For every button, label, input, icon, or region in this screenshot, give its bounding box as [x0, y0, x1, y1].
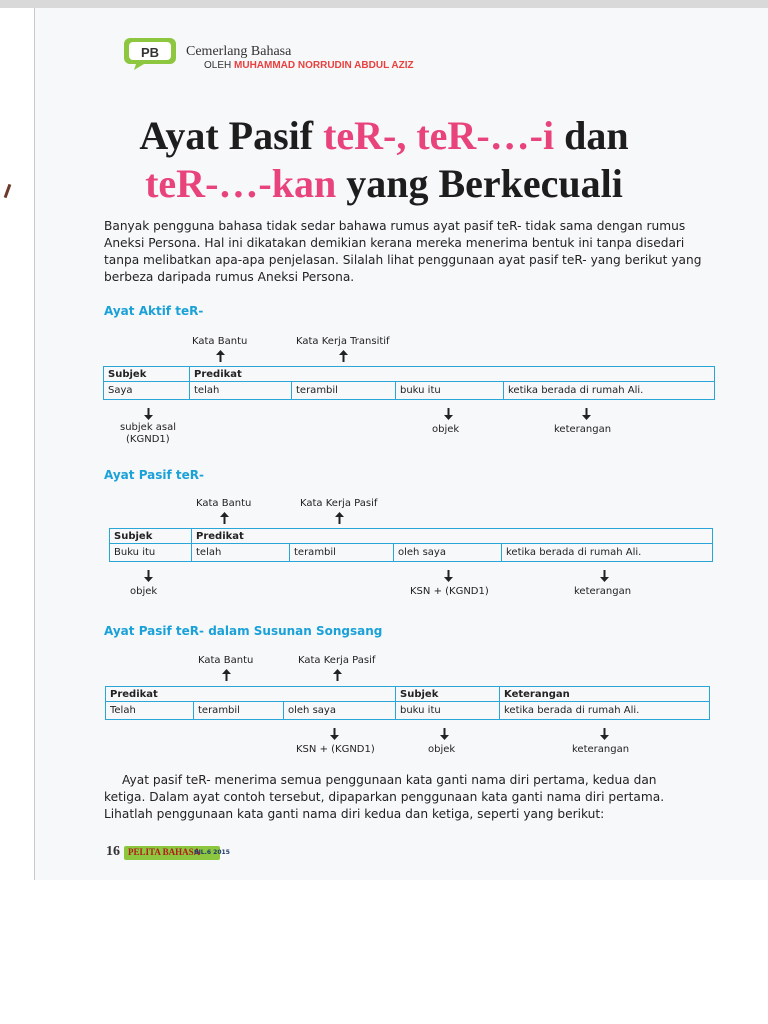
page-number: 16 [106, 844, 120, 859]
table-row [110, 544, 713, 562]
table-cell: buku itu [396, 382, 504, 400]
label-keterangan: keterangan [572, 744, 630, 755]
table-header-cell [106, 687, 396, 702]
closing-text: Ayat pasif teR- menerima semua penggunaan kata ganti nama diri pertama, kedua dan ketiga. Dalam ayat contoh tersebut, dipaparkan penggunaan kata ganti nama diri pertama. Lihatlah penggunaan kata ganti nama diri kedua dan ketiga, seperti yang berikut: [104, 773, 665, 821]
pb-logo-icon [124, 34, 180, 70]
table-cell: Buku itu [110, 544, 192, 562]
table-cell: ketika berada di rumah Ali. [502, 544, 713, 562]
table-header-cell: Predikat [192, 529, 713, 544]
magazine-name: PELITA BAHASA [128, 847, 201, 857]
label-subjek-asal: subjek asal [120, 422, 177, 433]
arrow-up-icon [216, 350, 225, 362]
arrow-down-icon [444, 570, 453, 582]
label-kata-kerja: Kata Kerja Pasif [298, 655, 376, 666]
column-author [204, 60, 414, 71]
title-highlight: teR-…-kan [145, 161, 337, 206]
title-highlight: teR-, teR-…-i [323, 113, 555, 158]
label-kata-bantu: Kata Bantu [198, 655, 254, 666]
section-heading-songsang: Ayat Pasif teR- dalam Susunan Songsang [104, 624, 383, 638]
table-cell: Saya [104, 382, 190, 400]
grammar-table-songsang [105, 686, 710, 720]
table-header-cell: Subjek [396, 687, 500, 702]
intro-paragraph: Banyak pengguna bahasa tidak sedar bahawa rumus ayat pasif teR- tidak sama dengan rumus Aneksi Persona. Hal ini dikatakan demikian kerana mereka menerima bentuk ini tanpa disedari tanpa melibatkan apa-apa penjelasan. Silalah lihat penggunaan ayat pasif teR- yang berikut yang berbeza daripada rumus Aneksi Persona. [104, 219, 702, 284]
table-cell: terambil [194, 702, 284, 720]
article-title-line-2 [0, 160, 768, 208]
table-cell: terambil [292, 382, 396, 400]
grammar-table-aktif [103, 366, 715, 400]
table-header-row [110, 529, 713, 544]
table-header-cell: Subjek [110, 529, 192, 544]
title-part: yang Berkecuali [336, 161, 623, 206]
arrow-up-icon [222, 669, 231, 681]
arrow-up-icon [333, 669, 342, 681]
arrow-down-icon [444, 408, 453, 420]
table-cell: telah [192, 544, 290, 562]
column-title: Cemerlang Bahasa [186, 44, 292, 59]
grammar-table-pasif [109, 528, 713, 562]
arrow-down-icon [144, 570, 153, 582]
table-header-cell: Subjek [104, 367, 190, 382]
table-cell: ketika berada di rumah Ali. [504, 382, 715, 400]
table-header-row [106, 687, 710, 702]
header-predikat: Predikat [110, 688, 158, 700]
label-kgnd1: (KGND1) [126, 434, 170, 445]
table-cell: Telah [106, 702, 194, 720]
table-cell: oleh saya [394, 544, 502, 562]
table-cell: oleh saya [284, 702, 396, 720]
magazine-issue: BIL.6 2015 [194, 849, 230, 856]
arrow-up-icon [220, 512, 229, 524]
table-cell: terambil [290, 544, 394, 562]
label-kata-bantu: Kata Bantu [192, 336, 248, 347]
author-prefix: OLEH [204, 60, 232, 71]
scan-edge [0, 0, 768, 8]
author-name: MUHAMMAD NORRUDIN ABDUL AZIZ [234, 60, 414, 71]
section-heading-aktif: Ayat Aktif teR- [104, 304, 204, 318]
label-objek: objek [432, 424, 460, 435]
table-cell: telah [190, 382, 292, 400]
label-ksn-kgnd1: KSN + (KGND1) [296, 744, 375, 755]
table-header-cell: Predikat [190, 367, 715, 382]
arrow-down-icon [582, 408, 591, 420]
pb-logo-text: PB [140, 45, 160, 60]
label-kata-kerja: Kata Kerja Pasif [300, 498, 378, 509]
closing-paragraph [104, 772, 694, 823]
arrow-down-icon [600, 570, 609, 582]
table-header-cell: Keterangan [500, 687, 710, 702]
label-objek: objek [428, 744, 456, 755]
arrow-up-icon [335, 512, 344, 524]
arrow-down-icon [440, 728, 449, 740]
label-kata-bantu: Kata Bantu [196, 498, 252, 509]
table-header-row [104, 367, 715, 382]
arrow-up-icon [339, 350, 348, 362]
label-keterangan: keterangan [554, 424, 612, 435]
title-part: Ayat Pasif [139, 113, 324, 158]
title-part: dan [554, 113, 629, 158]
table-row [104, 382, 715, 400]
arrow-down-icon [144, 408, 153, 420]
article-title-line-1 [0, 112, 768, 160]
table-cell: buku itu [396, 702, 500, 720]
section-heading-pasif: Ayat Pasif teR- [104, 468, 205, 482]
table-cell: ketika berada di rumah Ali. [500, 702, 710, 720]
label-objek: objek [130, 586, 158, 597]
label-kata-kerja: Kata Kerja Transitif [296, 336, 390, 347]
label-keterangan: keterangan [574, 586, 632, 597]
arrow-down-icon [330, 728, 339, 740]
magazine-badge [124, 846, 230, 860]
arrow-down-icon [600, 728, 609, 740]
table-row [106, 702, 710, 720]
label-ksn-kgnd1: KSN + (KGND1) [410, 586, 489, 597]
